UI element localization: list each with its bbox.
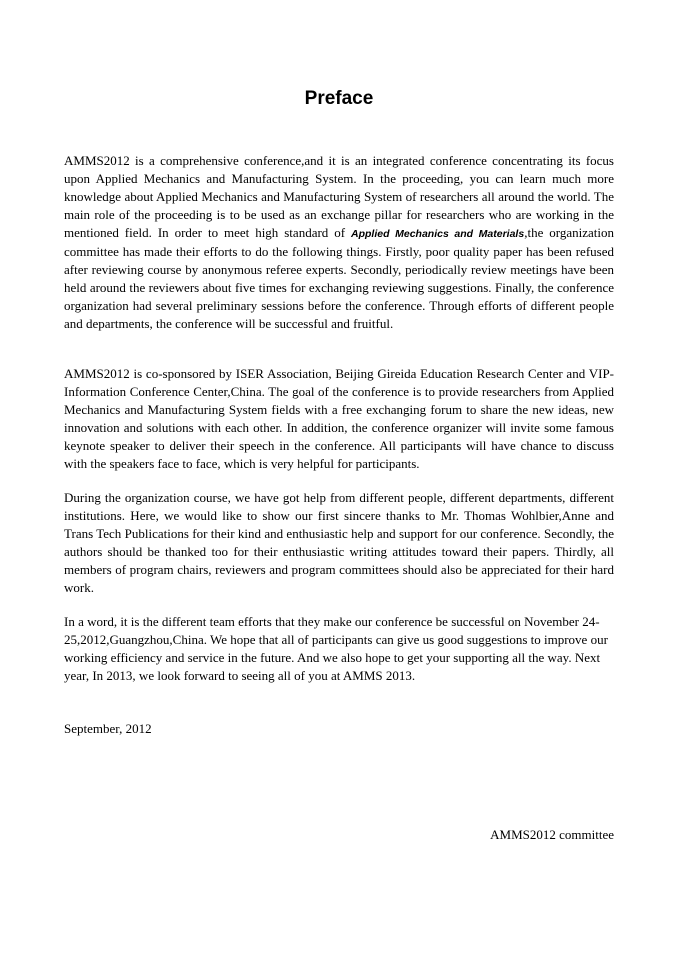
paragraph-closing: In a word, it is the different team efforts that they make our conference be successful on November 24-25,2012,Guangzhou,China. We hope that all of participants can give us good suggestions to improve our working efficiency and service in the future. And we also hope to get your supporting all the way. Next year, In 2013, we look forward to seeing all of you at AMMS 2013. <box>64 614 608 683</box>
committee-signature: AMMS2012 committee <box>490 827 614 842</box>
paragraph-sponsors: AMMS2012 is co-sponsored by ISER Association, Beijing Gireida Education Research Center and VIP-Information Conference Center,China. The goal of the conference is to provide researchers from Applied Mechanics and Manufacturing System fields with a free exchanging forum to share the new ideas, new innovation and solutions with each other. In addition, the conference organizer will invite some famous keynote speaker to deliver their speech in the conference. All participants will have chance to discuss with the speakers face to face, which is very helpful for participants. <box>64 366 614 471</box>
paragraph-introduction <box>64 152 614 333</box>
page-title: Preface <box>304 88 374 109</box>
paragraph-introduction-text-end: ,the organization committee has made their efforts to do the following things. Firstly, poor quality paper has been refused after reviewing course by anonymous referee experts. Secondly, periodically review meetings have been held around the reviewers about five times for exchanging reviewing suggestions. Finally, the conference organization had several preliminary sessions before the conference. Through efforts of different people and departments, the conference will be successful and fruitful. <box>64 225 615 331</box>
paragraph-introduction-text-start: AMMS2012 is a comprehensive conference,and it is an integrated conference concentrating its focus upon Applied Mechanics and Manufacturing System. In the proceeding, you can learn much more knowledge about Applied Mechanics and Manufacturing System of researchers all around the world. The main role of the proceeding is to be used as an exchange pillar for researchers who are working in the mentioned field. In order to meet high standard of <box>64 153 614 240</box>
journal-name-emphasis: Applied Mechanics and Materials <box>351 228 525 240</box>
paragraph-acknowledgements: During the organization course, we have got help from different people, different departments, different institutions. Here, we would like to show our first sincere thanks to Mr. Thomas Wohlbier,Anne and Trans Tech Publications for their kind and enthusiastic help and support for our conference. Secondly, the authors should be thanked too for their enthusiastic writing attitudes toward their papers. Thirdly, all members of program chairs, reviewers and program committees should also be appreciated for their hard work. <box>64 490 614 595</box>
document-date: September, 2012 <box>64 721 152 736</box>
